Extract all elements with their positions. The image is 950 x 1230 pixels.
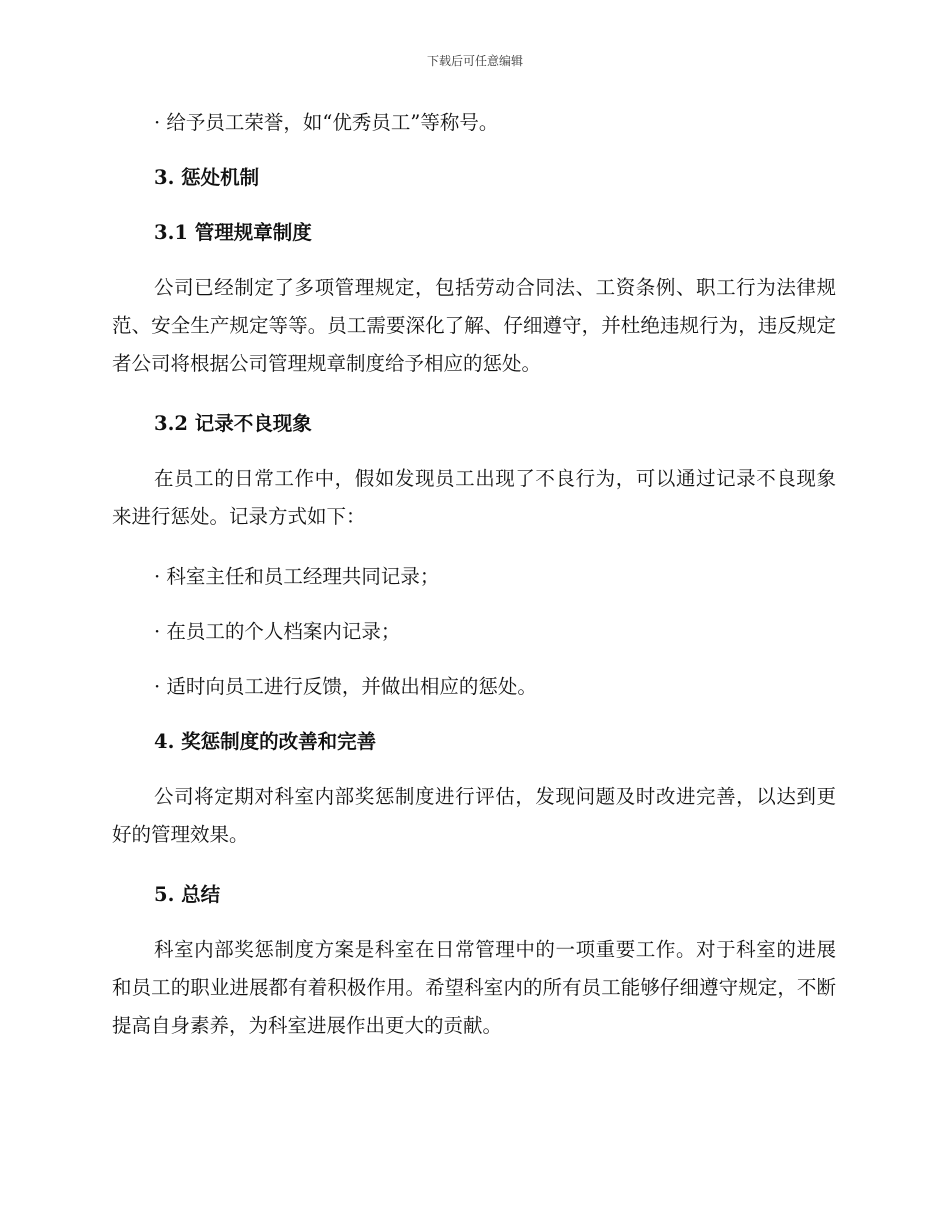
bullet-record-1: · 科室主任和员工经理共同记录；	[154, 565, 440, 588]
bullet-record-2: · 在员工的个人档案内记录；	[154, 620, 401, 643]
paragraph-3-2: 在员工的日常工作中，假如发现员工出现了不良行为，可以通过记录不良现象来进行惩处。记录方式如下：	[112, 467, 836, 528]
heading-section-4: 4. 奖惩制度的改善和完善	[154, 730, 377, 753]
paragraph-5: 科室内部奖惩制度方案是科室在日常管理中的一项重要工作。对于科室的进展和员工的职业进展都有着积极作用。希望科室内的所有员工能够仔细遵守规定，不断提高自身素养，为科室进展作出更大的贡献。	[112, 938, 836, 1037]
heading-section-5: 5. 总结	[154, 883, 221, 906]
bullet-record-3: · 适时向员工进行反馈，并做出相应的惩处。	[154, 675, 537, 698]
bullet-honor: · 给予员工荣誉，如“优秀员工”等称号。	[154, 111, 499, 134]
heading-section-3: 3. 惩处机制	[154, 166, 260, 189]
paragraph-4: 公司将定期对科室内部奖惩制度进行评估，发现问题及时改进完善，以达到更好的管理效果。	[112, 785, 836, 846]
heading-section-3-1: 3.1 管理规章制度	[154, 221, 312, 244]
document-body	[112, 109, 836, 1072]
page-header: 下载后可任意编辑	[426, 54, 523, 68]
paragraph-3-1: 公司已经制定了多项管理规定，包括劳动合同法、工资条例、职工行为法律规范、安全生产规定等等。员工需要深化了解、仔细遵守，并杜绝违规行为，违反规定者公司将根据公司管理规章制度给予相应的惩处。	[112, 276, 836, 375]
heading-section-3-2: 3.2 记录不良现象	[154, 412, 312, 435]
